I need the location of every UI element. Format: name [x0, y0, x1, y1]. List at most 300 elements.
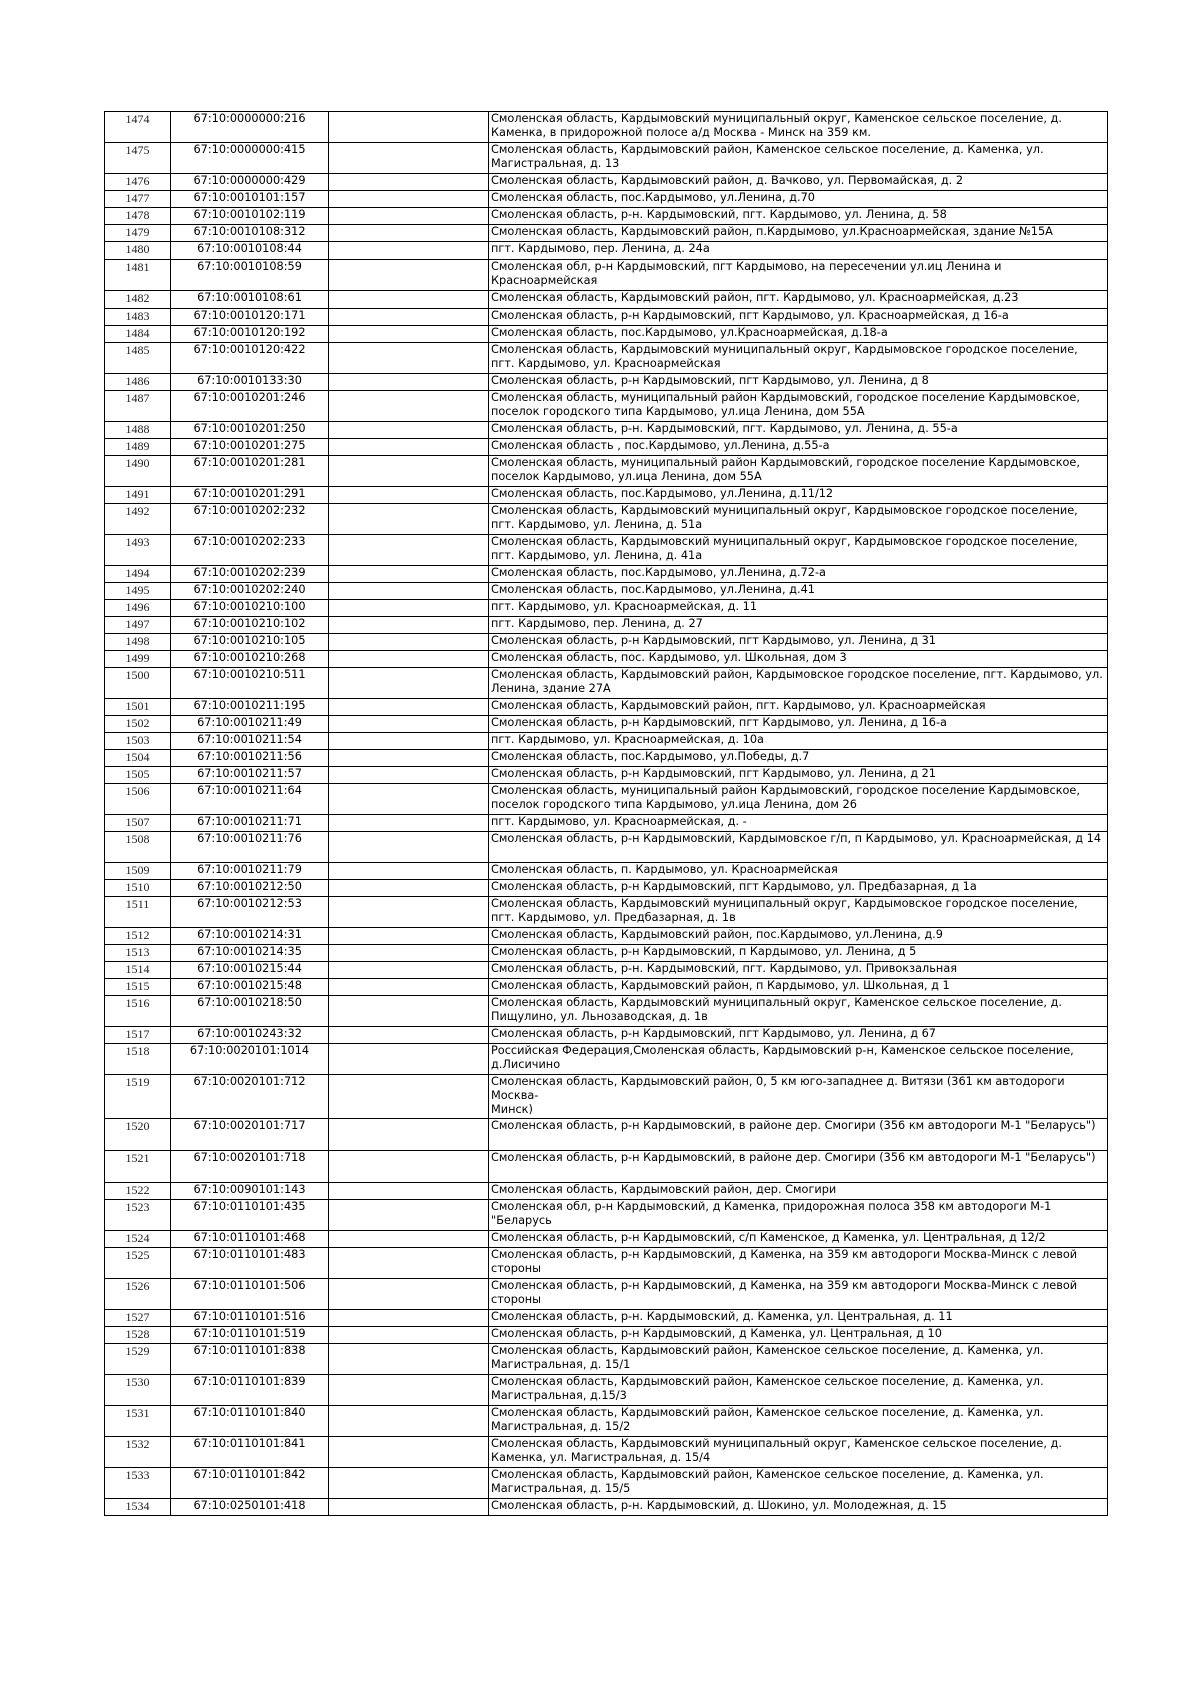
cadastral-number-cell: 67:10:0250101:418 [171, 1499, 329, 1516]
row-number-cell: 1500 [105, 668, 171, 699]
empty-cell [329, 326, 489, 343]
cadastral-number-cell: 67:10:0010211:79 [171, 863, 329, 880]
row-number-cell: 1492 [105, 504, 171, 535]
empty-cell [329, 962, 489, 979]
row-number-cell: 1518 [105, 1044, 171, 1075]
row-number-cell: 1475 [105, 143, 171, 174]
table-row [105, 260, 1108, 291]
table-row [105, 456, 1108, 487]
cadastral-number-cell: 67:10:0010202:232 [171, 504, 329, 535]
empty-cell [329, 535, 489, 566]
row-number-cell: 1512 [105, 928, 171, 945]
address-cell: пгт. Кардымово, пер. Ленина, д. 24а [489, 242, 1108, 260]
address-cell: Смоленская область, р-н Кардымовский, пгт Кардымово, ул. Ленина, д 16-а [489, 716, 1108, 733]
cadastral-number-cell: 67:10:0010211:57 [171, 767, 329, 784]
cadastral-number-cell: 67:10:0010211:54 [171, 733, 329, 750]
row-number-cell: 1506 [105, 784, 171, 815]
address-cell: пгт. Кардымово, ул. Красноармейская, д. 11 [489, 600, 1108, 617]
row-number-cell: 1510 [105, 880, 171, 897]
cadastral-number-cell: 67:10:0110101:519 [171, 1327, 329, 1344]
row-number-cell: 1534 [105, 1499, 171, 1516]
row-number-cell: 1488 [105, 422, 171, 439]
row-number-cell: 1486 [105, 374, 171, 391]
address-cell: Смоленская область, Кардымовский район, дер. Смогири [489, 1183, 1108, 1200]
row-number-cell: 1532 [105, 1437, 171, 1468]
address-cell: пгт. Кардымово, ул. Красноармейская, д. 10а [489, 733, 1108, 750]
table-row [105, 1027, 1108, 1044]
empty-cell [329, 945, 489, 962]
table-row [105, 1044, 1108, 1075]
cadastral-number-cell: 67:10:0010243:32 [171, 1027, 329, 1044]
table-row [105, 535, 1108, 566]
cadastral-number-cell: 67:10:0010210:102 [171, 617, 329, 634]
address-cell: Смоленская область, р-н Кардымовский, Кардымовское г/п, п Кардымово, ул. Красноармейская, д 14 [489, 832, 1108, 863]
cadastral-number-cell: 67:10:0010214:31 [171, 928, 329, 945]
row-number-cell: 1490 [105, 456, 171, 487]
address-cell: Смоленская область, р-н Кардымовский, в районе дер. Смогири (356 км автодороги М-1 "Беларусь") [489, 1119, 1108, 1151]
table-row [105, 1119, 1108, 1151]
row-number-cell: 1478 [105, 208, 171, 225]
empty-cell [329, 566, 489, 583]
table-row [105, 750, 1108, 767]
table-row [105, 784, 1108, 815]
row-number-cell: 1528 [105, 1327, 171, 1344]
table-row [105, 928, 1108, 945]
address-cell: Смоленская область, Кардымовский район, Каменское сельское поселение, д. Каменка, ул. Магистральная, д. 15/5 [489, 1468, 1108, 1499]
empty-cell [329, 815, 489, 832]
empty-cell [329, 1344, 489, 1375]
row-number-cell: 1526 [105, 1279, 171, 1310]
cadastral-number-cell: 67:10:0010108:59 [171, 260, 329, 291]
address-cell: Смоленская область, Кардымовский район, пгт. Кардымово, ул. Красноармейская, д.23 [489, 291, 1108, 309]
row-number-cell: 1496 [105, 600, 171, 617]
row-number-cell: 1491 [105, 487, 171, 504]
cadastral-number-cell: 67:10:0020101:1014 [171, 1044, 329, 1075]
empty-cell [329, 1468, 489, 1499]
empty-cell [329, 225, 489, 242]
empty-cell [329, 1027, 489, 1044]
table-row [105, 600, 1108, 617]
table-row [105, 143, 1108, 174]
row-number-cell: 1511 [105, 897, 171, 928]
address-cell: Российская Федерация,Смоленская область, Кардымовский р-н, Каменское сельское поселение, д.Лисичино [489, 1044, 1108, 1075]
cadastral-number-cell: 67:10:0010210:100 [171, 600, 329, 617]
cadastral-number-cell: 67:10:0010210:268 [171, 651, 329, 668]
cadastral-number-cell: 67:10:0110101:839 [171, 1375, 329, 1406]
row-number-cell: 1517 [105, 1027, 171, 1044]
row-number-cell: 1520 [105, 1119, 171, 1151]
address-cell: Смоленская область, Кардымовский район, Каменское сельское поселение, д. Каменка, ул. Магистральная, д. 15/1 [489, 1344, 1108, 1375]
cadastral-number-cell: 67:10:0000000:415 [171, 143, 329, 174]
empty-cell [329, 634, 489, 651]
table-row [105, 716, 1108, 733]
row-number-cell: 1514 [105, 962, 171, 979]
empty-cell [329, 1406, 489, 1437]
table-row [105, 487, 1108, 504]
cadastral-number-cell: 67:10:0010201:275 [171, 439, 329, 456]
table-row [105, 815, 1108, 832]
address-cell: Смоленская область , пос.Кардымово, ул.Ленина, д.55-а [489, 439, 1108, 456]
cadastral-number-cell: 67:10:0010202:240 [171, 583, 329, 600]
empty-cell [329, 716, 489, 733]
row-number-cell: 1504 [105, 750, 171, 767]
row-number-cell: 1477 [105, 191, 171, 208]
table-row [105, 1279, 1108, 1310]
empty-cell [329, 1248, 489, 1279]
address-cell: Смоленская область, Кардымовский район, пгт. Кардымово, ул. Красноармейская [489, 699, 1108, 716]
cadastral-number-cell: 67:10:0000000:429 [171, 174, 329, 191]
address-cell: Смоленская область, р-н. Кардымовский, д. Каменка, ул. Центральная, д. 11 [489, 1310, 1108, 1327]
cadastral-number-cell: 67:10:0010211:64 [171, 784, 329, 815]
empty-cell [329, 291, 489, 309]
empty-cell [329, 1119, 489, 1151]
row-number-cell: 1508 [105, 832, 171, 863]
row-number-cell: 1502 [105, 716, 171, 733]
cadastral-number-cell: 67:10:0010212:50 [171, 880, 329, 897]
table-row [105, 309, 1108, 326]
row-number-cell: 1524 [105, 1231, 171, 1248]
address-cell: Смоленская область, р-н Кардымовский, п Кардымово, ул. Ленина, д 5 [489, 945, 1108, 962]
cadastral-number-cell: 67:10:0010102:119 [171, 208, 329, 225]
cadastral-number-cell: 67:10:0010211:195 [171, 699, 329, 716]
address-cell: Смоленская область, р-н Кардымовский, пгт Кардымово, ул. Красноармейская, д 16-а [489, 309, 1108, 326]
empty-cell [329, 439, 489, 456]
row-number-cell: 1516 [105, 996, 171, 1027]
row-number-cell: 1507 [105, 815, 171, 832]
empty-cell [329, 617, 489, 634]
cadastral-number-cell: 67:10:0020101:718 [171, 1151, 329, 1183]
empty-cell [329, 928, 489, 945]
address-cell: Смоленская область, Кардымовский муниципальный округ, Кардымовское городское поселение, пгт. Кардымово, ул. Предбазарная, д. 1в [489, 897, 1108, 928]
row-number-cell: 1483 [105, 309, 171, 326]
row-number-cell: 1489 [105, 439, 171, 456]
empty-cell [329, 979, 489, 996]
empty-cell [329, 487, 489, 504]
cadastral-number-cell: 67:10:0010101:157 [171, 191, 329, 208]
empty-cell [329, 1044, 489, 1075]
table-row [105, 583, 1108, 600]
address-cell: Смоленская обл, р-н Кардымовский, д Каменка, придорожная полоса 358 км автодороги М-1 "Беларусь [489, 1200, 1108, 1231]
cadastral-number-cell: 67:10:0000000:216 [171, 112, 329, 143]
table-row [105, 343, 1108, 374]
cadastral-number-cell: 67:10:0010202:239 [171, 566, 329, 583]
address-cell: Смоленская область, п. Кардымово, ул. Красноармейская [489, 863, 1108, 880]
cadastral-number-cell: 67:10:0110101:468 [171, 1231, 329, 1248]
cadastral-number-cell: 67:10:0110101:516 [171, 1310, 329, 1327]
empty-cell [329, 668, 489, 699]
empty-cell [329, 1310, 489, 1327]
row-number-cell: 1529 [105, 1344, 171, 1375]
table-row [105, 1375, 1108, 1406]
table-row [105, 566, 1108, 583]
table-row [105, 291, 1108, 309]
table-row [105, 1406, 1108, 1437]
cadastral-number-cell: 67:10:0010210:511 [171, 668, 329, 699]
address-cell: Смоленская область, Кардымовский муниципальный округ, Кардымовское городское поселение, пгт. Кардымово, ул. Ленина, д. 41а [489, 535, 1108, 566]
table-row [105, 1151, 1108, 1183]
table-row [105, 112, 1108, 143]
cadastral-number-cell: 67:10:0010218:50 [171, 996, 329, 1027]
address-cell: Смоленская область, р-н. Кардымовский, д. Шокино, ул. Молодежная, д. 15 [489, 1499, 1108, 1516]
table-row [105, 979, 1108, 996]
cadastral-number-cell: 67:10:0010108:44 [171, 242, 329, 260]
table-row [105, 767, 1108, 784]
address-cell: Смоленская область, р-н Кардымовский, пгт Кардымово, ул. Ленина, д 31 [489, 634, 1108, 651]
cadastral-number-cell: 67:10:0020101:712 [171, 1075, 329, 1119]
empty-cell [329, 422, 489, 439]
address-cell: Смоленская область, пос. Кардымово, ул. Школьная, дом 3 [489, 651, 1108, 668]
cadastral-number-cell: 67:10:0110101:483 [171, 1248, 329, 1279]
empty-cell [329, 208, 489, 225]
row-number-cell: 1498 [105, 634, 171, 651]
table-row [105, 617, 1108, 634]
address-cell: Смоленская область, пос.Кардымово, ул.Ленина, д.70 [489, 191, 1108, 208]
row-number-cell: 1522 [105, 1183, 171, 1200]
address-cell: пгт. Кардымово, пер. Ленина, д. 27 [489, 617, 1108, 634]
cadastral-number-cell: 67:10:0010201:246 [171, 391, 329, 422]
address-cell: Смоленская область, р-н Кардымовский, пгт Кардымово, ул. Предбазарная, д 1а [489, 880, 1108, 897]
table-row [105, 1248, 1108, 1279]
empty-cell [329, 880, 489, 897]
table-row [105, 832, 1108, 863]
table-row [105, 1468, 1108, 1499]
table-row [105, 1310, 1108, 1327]
address-cell: Смоленская область, р-н Кардымовский, д Каменка, ул. Центральная, д 10 [489, 1327, 1108, 1344]
address-cell: Смоленская область, Кардымовский район, Каменское сельское поселение, д. Каменка, ул. Магистральная, д. 13 [489, 143, 1108, 174]
table-row [105, 1327, 1108, 1344]
row-number-cell: 1513 [105, 945, 171, 962]
address-cell: Смоленская область, р-н Кардымовский, пгт Кардымово, ул. Ленина, д 67 [489, 1027, 1108, 1044]
row-number-cell: 1493 [105, 535, 171, 566]
cadastral-number-cell: 67:10:0020101:717 [171, 1119, 329, 1151]
empty-cell [329, 1375, 489, 1406]
table-row [105, 326, 1108, 343]
empty-cell [329, 1200, 489, 1231]
empty-cell [329, 391, 489, 422]
row-number-cell: 1523 [105, 1200, 171, 1231]
empty-cell [329, 242, 489, 260]
address-cell: пгт. Кардымово, ул. Красноармейская, д. - [489, 815, 1108, 832]
empty-cell [329, 174, 489, 191]
table-row [105, 651, 1108, 668]
table-row [105, 1183, 1108, 1200]
cadastral-number-cell: 67:10:0010120:171 [171, 309, 329, 326]
table-row [105, 668, 1108, 699]
address-cell: Смоленская область, Кардымовский район, пос.Кардымово, ул.Ленина, д.9 [489, 928, 1108, 945]
cadastral-number-cell: 67:10:0010211:76 [171, 832, 329, 863]
table-row [105, 504, 1108, 535]
address-cell: Смоленская область, муниципальный район Кардымовский, городское поселение Кардымовское, поселок городского типа Кардымово, ул.ица Ленина, дом 55А [489, 391, 1108, 422]
cadastral-number-cell: 67:10:0110101:506 [171, 1279, 329, 1310]
cadastral-number-cell: 67:10:0010201:281 [171, 456, 329, 487]
empty-cell [329, 897, 489, 928]
address-cell: Смоленская область, муниципальный район Кардымовский, городское поселение Кардымовское, поселок Кардымово, ул.ица Ленина, дом 55А [489, 456, 1108, 487]
row-number-cell: 1531 [105, 1406, 171, 1437]
cadastral-number-cell: 67:10:0110101:840 [171, 1406, 329, 1437]
table-row [105, 945, 1108, 962]
cadastral-number-cell: 67:10:0090101:143 [171, 1183, 329, 1200]
cadastral-number-cell: 67:10:0010214:35 [171, 945, 329, 962]
cadastral-number-cell: 67:10:0010210:105 [171, 634, 329, 651]
empty-cell [329, 583, 489, 600]
empty-cell [329, 1075, 489, 1119]
address-cell: Смоленская область, р-н. Кардымовский, пгт. Кардымово, ул. Ленина, д. 55-а [489, 422, 1108, 439]
address-cell: Смоленская область, р-н. Кардымовский, пгт. Кардымово, ул. Ленина, д. 58 [489, 208, 1108, 225]
empty-cell [329, 1231, 489, 1248]
empty-cell [329, 1183, 489, 1200]
cadastral-number-cell: 67:10:0110101:838 [171, 1344, 329, 1375]
address-cell: Смоленская область, Кардымовский муниципальный округ, Каменское сельское поселение, д. Каменка, в придорожной полосе а/д Москва - Минск на 359 км. [489, 112, 1108, 143]
register-table-body [105, 112, 1108, 1516]
address-cell: Смоленская обл, р-н Кардымовский, пгт Кардымово, на пересечении ул.иц Ленина и Красноармейская [489, 260, 1108, 291]
address-cell: Смоленская область, р-н Кардымовский, с/п Каменское, д Каменка, ул. Центральная, д 12/2 [489, 1231, 1108, 1248]
cadastral-number-cell: 67:10:0010211:49 [171, 716, 329, 733]
cadastral-number-cell: 67:10:0010202:233 [171, 535, 329, 566]
table-row [105, 225, 1108, 242]
table-row [105, 1344, 1108, 1375]
row-number-cell: 1521 [105, 1151, 171, 1183]
address-cell: Смоленская область, Кардымовский район, Каменское сельское поселение, д. Каменка, ул. Магистральная, д.15/3 [489, 1375, 1108, 1406]
table-row [105, 733, 1108, 750]
cadastral-number-cell: 67:10:0010108:61 [171, 291, 329, 309]
table-row [105, 1499, 1108, 1516]
empty-cell [329, 456, 489, 487]
address-cell: Смоленская область, Кардымовский муниципальный округ, Каменское сельское поселение, д. Пищулино, ул. Льнозаводская, д. 1в [489, 996, 1108, 1027]
empty-cell [329, 1151, 489, 1183]
row-number-cell: 1474 [105, 112, 171, 143]
table-row [105, 439, 1108, 456]
empty-cell [329, 112, 489, 143]
address-cell: Смоленская область, р-н Кардымовский, пгт Кардымово, ул. Ленина, д 21 [489, 767, 1108, 784]
row-number-cell: 1479 [105, 225, 171, 242]
table-row [105, 374, 1108, 391]
empty-cell [329, 1437, 489, 1468]
empty-cell [329, 863, 489, 880]
empty-cell [329, 832, 489, 863]
address-cell: Смоленская область, Кардымовский район, Каменское сельское поселение, д. Каменка, ул. Магистральная, д. 15/2 [489, 1406, 1108, 1437]
address-cell: Смоленская область, муниципальный район Кардымовский, городское поселение Кардымовское, поселок городского типа Кардымово, ул.ица Ленина, дом 26 [489, 784, 1108, 815]
address-cell: Смоленская область, Кардымовский район, Кардымовское городское поселение, пгт. Кардымово, ул. Ленина, здание 27А [489, 668, 1108, 699]
table-row [105, 242, 1108, 260]
row-number-cell: 1530 [105, 1375, 171, 1406]
row-number-cell: 1519 [105, 1075, 171, 1119]
address-cell: Смоленская область, пос.Кардымово, ул.Ленина, д.11/12 [489, 487, 1108, 504]
empty-cell [329, 1499, 489, 1516]
row-number-cell: 1499 [105, 651, 171, 668]
cadastral-number-cell: 67:10:0010108:312 [171, 225, 329, 242]
address-cell: Смоленская область, р-н Кардымовский, пгт Кардымово, ул. Ленина, д 8 [489, 374, 1108, 391]
address-cell: Смоленская область, Кардымовский район, п Кардымово, ул. Школьная, д 1 [489, 979, 1108, 996]
empty-cell [329, 784, 489, 815]
row-number-cell: 1484 [105, 326, 171, 343]
cadastral-number-cell: 67:10:0010212:53 [171, 897, 329, 928]
row-number-cell: 1505 [105, 767, 171, 784]
cadastral-number-cell: 67:10:0110101:842 [171, 1468, 329, 1499]
address-cell: Смоленская область, р-н. Кардымовский, пгт. Кардымово, ул. Привокзальная [489, 962, 1108, 979]
register-table [104, 111, 1108, 1516]
table-row [105, 699, 1108, 716]
table-row [105, 208, 1108, 225]
empty-cell [329, 600, 489, 617]
row-number-cell: 1481 [105, 260, 171, 291]
empty-cell [329, 651, 489, 668]
row-number-cell: 1494 [105, 566, 171, 583]
cadastral-number-cell: 67:10:0010201:291 [171, 487, 329, 504]
row-number-cell: 1527 [105, 1310, 171, 1327]
table-row [105, 174, 1108, 191]
empty-cell [329, 143, 489, 174]
row-number-cell: 1487 [105, 391, 171, 422]
table-row [105, 634, 1108, 651]
empty-cell [329, 343, 489, 374]
table-row [105, 863, 1108, 880]
table-row [105, 391, 1108, 422]
address-cell: Смоленская область, Кардымовский муниципальный округ, Каменское сельское поселение, д. Каменка, ул. Магистральная, д. 15/4 [489, 1437, 1108, 1468]
table-row [105, 1075, 1108, 1119]
cadastral-number-cell: 67:10:0010120:422 [171, 343, 329, 374]
empty-cell [329, 1279, 489, 1310]
address-cell: Смоленская область, Кардымовский район, п.Кардымово, ул.Красноармейская, здание №15А [489, 225, 1108, 242]
cadastral-number-cell: 67:10:0110101:435 [171, 1200, 329, 1231]
row-number-cell: 1476 [105, 174, 171, 191]
row-number-cell: 1533 [105, 1468, 171, 1499]
empty-cell [329, 374, 489, 391]
row-number-cell: 1485 [105, 343, 171, 374]
row-number-cell: 1525 [105, 1248, 171, 1279]
row-number-cell: 1501 [105, 699, 171, 716]
address-cell: Смоленская область, р-н Кардымовский, д Каменка, на 359 км автодороги Москва-Минск с левой стороны [489, 1248, 1108, 1279]
row-number-cell: 1495 [105, 583, 171, 600]
cadastral-number-cell: 67:10:0010120:192 [171, 326, 329, 343]
row-number-cell: 1497 [105, 617, 171, 634]
table-row [105, 897, 1108, 928]
address-cell: Смоленская область, пос.Кардымово, ул.Ленина, д.41 [489, 583, 1108, 600]
table-row [105, 962, 1108, 979]
address-cell: Смоленская область, Кардымовский район, 0, 5 км юго-западнее д. Витязи (361 км автодороги Москва- Минск) [489, 1075, 1108, 1119]
row-number-cell: 1503 [105, 733, 171, 750]
row-number-cell: 1515 [105, 979, 171, 996]
address-cell: Смоленская область, р-н Кардымовский, в районе дер. Смогири (356 км автодороги М-1 "Беларусь") [489, 1151, 1108, 1183]
empty-cell [329, 767, 489, 784]
address-cell: Смоленская область, Кардымовский муниципальный округ, Кардымовское городское поселение, пгт. Кардымово, ул. Красноармейская [489, 343, 1108, 374]
address-cell: Смоленская область, р-н Кардымовский, д Каменка, на 359 км автодороги Москва-Минск с левой стороны [489, 1279, 1108, 1310]
empty-cell [329, 733, 489, 750]
table-row [105, 1231, 1108, 1248]
cadastral-number-cell: 67:10:0010211:56 [171, 750, 329, 767]
table-row [105, 191, 1108, 208]
cadastral-number-cell: 67:10:0010133:30 [171, 374, 329, 391]
table-row [105, 1200, 1108, 1231]
empty-cell [329, 1327, 489, 1344]
cadastral-number-cell: 67:10:0110101:841 [171, 1437, 329, 1468]
table-row [105, 880, 1108, 897]
address-cell: Смоленская область, пос.Кардымово, ул.Победы, д.7 [489, 750, 1108, 767]
table-row [105, 996, 1108, 1027]
empty-cell [329, 699, 489, 716]
cadastral-number-cell: 67:10:0010215:44 [171, 962, 329, 979]
address-cell: Смоленская область, пос.Кардымово, ул.Красноармейская, д.18-а [489, 326, 1108, 343]
empty-cell [329, 260, 489, 291]
address-cell: Смоленская область, пос.Кардымово, ул.Ленина, д.72-а [489, 566, 1108, 583]
address-cell: Смоленская область, Кардымовский муниципальный округ, Кардымовское городское поселение, пгт. Кардымово, ул. Ленина, д. 51а [489, 504, 1108, 535]
cadastral-number-cell: 67:10:0010211:71 [171, 815, 329, 832]
empty-cell [329, 309, 489, 326]
row-number-cell: 1509 [105, 863, 171, 880]
table-row [105, 422, 1108, 439]
empty-cell [329, 504, 489, 535]
cadastral-number-cell: 67:10:0010201:250 [171, 422, 329, 439]
empty-cell [329, 750, 489, 767]
